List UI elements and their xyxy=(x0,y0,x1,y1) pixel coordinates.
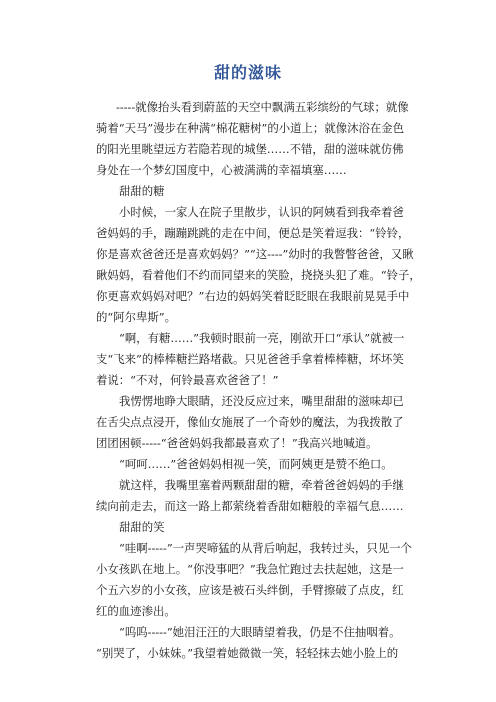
text-line: 着说：“不对，何铃最喜欢爸爸了！” xyxy=(96,373,279,387)
text-line: 续向前走去，而这一路上都萦绕着香甜如糖般的幸福气息…… xyxy=(96,499,404,513)
text-line: 身处在一个梦幻国度中，心被满满的幸福填塞…… xyxy=(96,163,347,177)
text-line: 小时候，一家人在院子里散步，认识的阿姨看到我牵着爸 xyxy=(119,205,404,219)
text-line: “别哭了，小妹妹。”我望着她微微一笑，轻轻抹去她小脸上的 xyxy=(96,646,399,660)
text-line: 在舌尖点点浸开，像仙女施展了一个奇妙的魔法，为我拨散了 xyxy=(96,415,404,429)
text-line: 就这样，我嘴里塞着两颗甜甜的糖，牵着爸爸妈妈的手继 xyxy=(119,478,404,492)
text-line: 的“阿尔卑斯”。 xyxy=(96,310,176,324)
text-line: “呵呵……”爸爸妈妈相视一笑，而阿姨更是赞不绝口。 xyxy=(119,457,393,471)
section-heading: 甜甜的糖 xyxy=(119,184,165,198)
text-line: 的阳光里眺望远方若隐若现的城堡……不错，甜的滋味就仿佛 xyxy=(96,142,404,156)
text-line: 我愣愣地睁大眼睛，还没反应过来，嘴里甜甜的滋味却已 xyxy=(119,394,404,408)
text-line: 支“飞来”的棒棒糖拦路堵截。只见爸爸手拿着棒棒糖，坏坏笑 xyxy=(96,352,404,366)
section-heading: 甜甜的笑 xyxy=(119,520,165,534)
text-line: 小女孩趴在地上。“你没事吧？”我急忙跑过去扶起她，这是一 xyxy=(96,562,404,576)
text-line: 你更喜欢妈妈对吧？”右边的妈妈笑着眨眨眼在我眼前晃晃手中 xyxy=(96,289,410,303)
text-line: “呜呜-----”她泪汪汪的大眼睛望着我，仍是不住抽咽着。 xyxy=(119,625,401,639)
text-line: “哇啊-----”一声哭啼猛的从背后响起，我转过头，只见一个 xyxy=(119,541,412,555)
text-line: 你是喜欢爸爸还是喜欢妈妈？”“这----”幼时的我瞥瞥爸爸，又瞅 xyxy=(96,247,414,261)
text-line: 骑着“天马”漫步在种满“棉花糖树”的小道上；就像沐浴在金色 xyxy=(96,121,405,135)
text-line: “啊，有糖……”我顿时眼前一亮，刚欲开口“承认”就被一 xyxy=(119,331,405,345)
text-line: 瞅妈妈，看着他们不约而同望来的笑脸，挠挠头犯了难。“铃子， xyxy=(96,268,421,282)
text-line: 团团困顿-----“爸爸妈妈我都最喜欢了！”我高兴地喊道。 xyxy=(96,436,378,450)
document-title: 甜的滋味 xyxy=(213,63,282,82)
text-line: -----就像抬头看到蔚蓝的天空中飘满五彩缤纷的气球；就像 xyxy=(116,100,409,114)
text-line: 红的血迹渗出。 xyxy=(96,604,176,618)
text-line: 爸妈妈的手，蹦蹦跳跳的走在中间，便总是笑着逗我：“铃铃， xyxy=(96,226,410,240)
text-line: 个五六岁的小女孩，应该是被石头绊倒，手臂擦破了点皮，红 xyxy=(96,583,404,597)
